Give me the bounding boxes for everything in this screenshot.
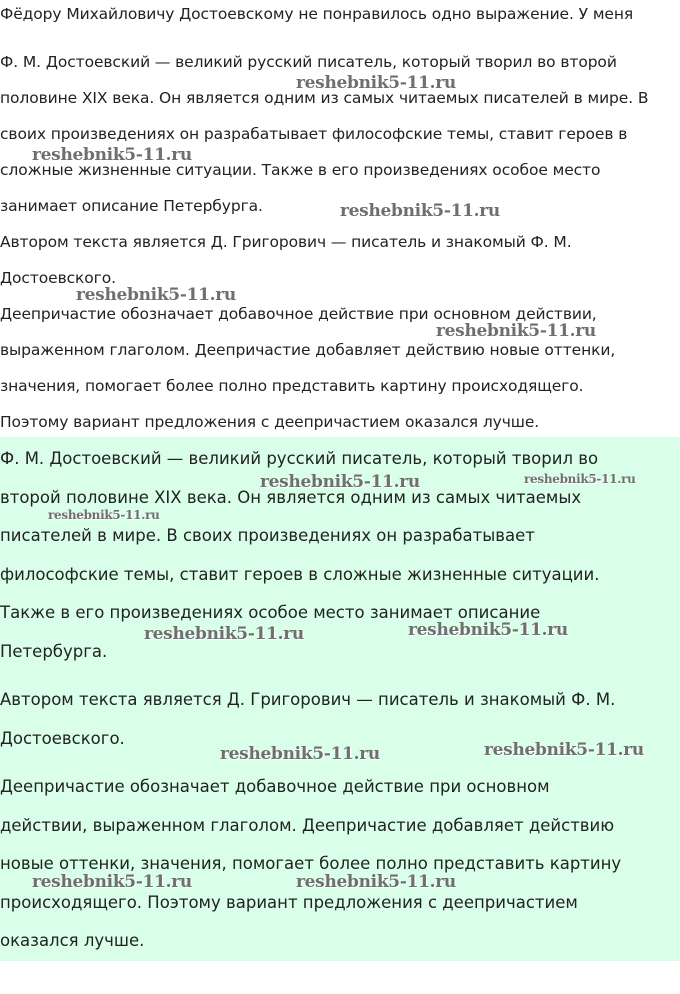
text-line: своих произведениях он разрабатывает философские темы, ставит героев в bbox=[0, 125, 628, 143]
answer-section bbox=[0, 437, 680, 961]
text-line: Петербурга. bbox=[0, 642, 108, 661]
text-line: новые оттенки, значения, помогает более полно представить картину bbox=[0, 854, 622, 873]
text-line: Достоевского. bbox=[0, 269, 116, 287]
watermark: reshebnik5-11.ru bbox=[32, 145, 192, 165]
text-line: второй половине XIX века. Он является одним из самых читаемых bbox=[0, 488, 582, 507]
watermark: reshebnik5-11.ru bbox=[484, 740, 644, 760]
text-line: Деепричастие обозначает добавочное действие при основном действии, bbox=[0, 305, 597, 323]
text-line: оказался лучше. bbox=[0, 931, 145, 950]
watermark: reshebnik5-11.ru bbox=[76, 285, 236, 305]
watermark: reshebnik5-11.ru bbox=[296, 73, 456, 93]
text-line: Фёдору Михайловичу Достоевскому не понравилось одно выражение. У меня bbox=[0, 5, 634, 23]
text-line: значения, помогает более полно представить картину происходящего. bbox=[0, 377, 584, 395]
text-line: выраженном глаголом. Деепричастие добавляет действию новые оттенки, bbox=[0, 341, 616, 359]
text-line: Автором текста является Д. Григорович — писатель и знакомый Ф. М. bbox=[0, 233, 572, 251]
text-line: половине XIX века. Он является одним из самых читаемых писателей в мире. В bbox=[0, 89, 649, 107]
watermark: reshebnik5-11.ru bbox=[436, 321, 596, 341]
watermark: reshebnik5-11.ru bbox=[48, 508, 160, 522]
watermark: reshebnik5-11.ru bbox=[340, 201, 500, 221]
watermark: reshebnik5-11.ru bbox=[408, 620, 568, 640]
text-line: Также в его произведениях особое место занимает описание bbox=[0, 603, 541, 622]
text-line: Достоевского. bbox=[0, 729, 125, 748]
text-line: Ф. М. Достоевский — великий русский писатель, который творил во второй bbox=[0, 53, 617, 71]
text-line: действии, выраженном глаголом. Деепричастие добавляет действию bbox=[0, 816, 615, 835]
text-line: Ф. М. Достоевский — великий русский писатель, который творил во bbox=[0, 449, 599, 468]
text-line: философские темы, ставит героев в сложные жизненные ситуации. bbox=[0, 565, 600, 584]
watermark: reshebnik5-11.ru bbox=[296, 872, 456, 892]
watermark: reshebnik5-11.ru bbox=[260, 472, 420, 492]
text-line: Деепричастие обозначает добавочное действие при основном bbox=[0, 777, 550, 796]
watermark: reshebnik5-11.ru bbox=[524, 472, 636, 486]
watermark: reshebnik5-11.ru bbox=[220, 744, 380, 764]
text-line: сложные жизненные ситуации. Также в его произведениях особое место bbox=[0, 161, 601, 179]
text-line: происходящего. Поэтому вариант предложения с деепричастием bbox=[0, 893, 578, 912]
text-line: занимает описание Петербурга. bbox=[0, 197, 263, 215]
watermark: reshebnik5-11.ru bbox=[144, 624, 304, 644]
text-line: писателей в мире. В своих произведениях он разрабатывает bbox=[0, 526, 535, 545]
text-line: Автором текста является Д. Григорович — писатель и знакомый Ф. М. bbox=[0, 690, 616, 709]
source-text-section bbox=[0, 0, 680, 437]
watermark: reshebnik5-11.ru bbox=[32, 872, 192, 892]
text-line: Поэтому вариант предложения с деепричастием оказался лучше. bbox=[0, 413, 540, 431]
